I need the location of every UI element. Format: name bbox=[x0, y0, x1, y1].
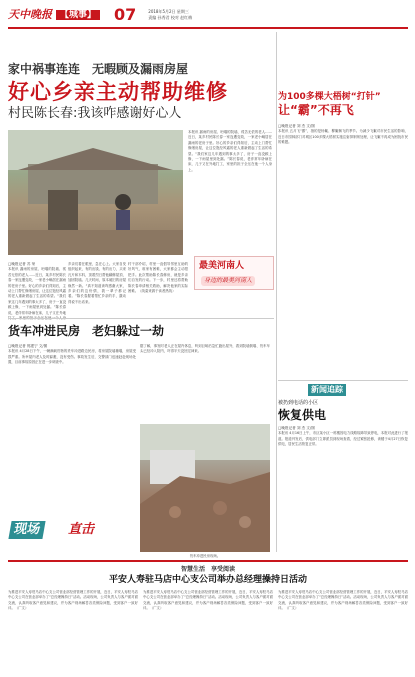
story1-column-3 bbox=[128, 262, 188, 320]
advertorial-text-2: 为推进平安人寿驻马店中心支公司营业部经营管理工作的开展，近日，平安人寿驻马店中心支公司在营业部举办了“总经理操持日”活动。活动现场，公司负责人与客户面对面交流，认真听取客户意见和建议，并为客户现场解答各类保险问题，受到客户一致好评。（广文） bbox=[143, 590, 273, 611]
story1-col1-text: 本报讯 漏雨的房屋、坍塌的院墙、孤苦无依的老人……近日，某乡村民陈长春一家连遭变故，一家老小蜗居在漏雨的老房子里。好心的乡亲们得知后，主动上门帮忙修缮房屋，让这位饱经风霜的老人重新燃起了生活的希望。“我们家这几年遇到的事太多了，房子一直没顾上修，一下雨屋里到处漏。”陈长春说，老伴常年卧病在床，儿子又在外地 bbox=[8, 267, 66, 315]
right-story-byline: □晚报记者 刘 杰 文/图 bbox=[278, 124, 315, 128]
dateline bbox=[148, 9, 192, 21]
news2-body bbox=[278, 426, 408, 554]
newspaper-logo: 天中晚报 bbox=[8, 8, 52, 21]
banner-title: 最美河南人 bbox=[199, 261, 245, 271]
right-story-head bbox=[278, 92, 408, 117]
story1-byline: □晚报记者 苏 荣 bbox=[8, 262, 36, 266]
advertorial-band bbox=[8, 560, 408, 673]
story2-body-2 bbox=[140, 344, 270, 420]
right-story-body bbox=[278, 124, 408, 376]
section-tag: 【城事】 bbox=[56, 10, 100, 20]
page-number: 07 bbox=[114, 5, 137, 24]
story2-body bbox=[8, 344, 136, 514]
live-section-label bbox=[6, 516, 118, 546]
story2-photo-caption: 货车冲进民房现场。 bbox=[189, 554, 221, 558]
story2-text: 本报讯 4月28日下午，一辆满载货物的货车冲进路边民房，将房屋院墙撞塌，房屋受损严重。所幸屋内老人及时躲避，没有受伤。事故发生后，交警部门迅速赶赴现场处置，目前事故原因正在进一步调查中。 bbox=[8, 349, 136, 365]
right-story-text: 本报讯 五月飞“霸”，指的是杨絮、柳絮飘飞的季节。为减少飞絮对市民生活的影响，近日市园林部门对城区100多棵大梧树实施注射抑制剂处理，让飞絮不再成为困扰市民的难题。 bbox=[278, 129, 408, 145]
advertorial-text-1: 为推进平安人寿驻马店中心支公司营业部经营管理工作的开展，近日，平安人寿驻马店中心支公司在营业部举办了“总经理操持日”活动。活动现场，公司负责人与客户面对面交流，认真听取客户意见和建议，并为客户现场解答各类保险问题，受到客户一致好评。（广文） bbox=[8, 590, 138, 611]
top-rule bbox=[8, 27, 408, 29]
story1-column-4 bbox=[188, 130, 272, 254]
story1-col4-text: 本报讯 漏雨的房屋、坍塌的院墙、孤苦无依的老人……近日，某乡村民陈长春一家连遭变故，一家老小蜗居在漏雨的老房子里。好心的乡亲们得知后，主动上门帮忙修缮房屋，让这位饱经风霜的老人重新燃起了生活的希望。“我们家这几年遇到的事太多了，房子一直没顾上修，一下雨屋里到处漏。”陈长春说，老伴常年卧病在床，儿子又在外地打工，家里的担子全压在他一个人身上。 bbox=[188, 130, 272, 172]
news2-pretitle: 被扔到电话的小区 bbox=[278, 400, 319, 406]
advertorial-col-3 bbox=[278, 590, 408, 672]
news2-byline: □晚报记者 刘 杰 文/图 bbox=[278, 426, 315, 430]
story1-photo bbox=[8, 130, 183, 255]
live-label-2: 直击 bbox=[68, 522, 95, 537]
live-label: 现场 bbox=[8, 521, 45, 539]
advertorial-kicker: 智慧生活 享受阅读 bbox=[180, 566, 235, 573]
advertorial-col-1 bbox=[8, 590, 138, 672]
dateline-date: 2018年5月2日 星期三 bbox=[148, 9, 189, 14]
story1-headline: 好心乡亲主动帮助维修 bbox=[8, 80, 228, 104]
dateline-editors: 责编 孙秀君 校对 赵红梅 bbox=[148, 15, 193, 20]
news2-headline: 恢复供电 bbox=[278, 408, 327, 422]
advertorial-headline: 平安人寿驻马店中心支公司举办总经理操持日活动 bbox=[108, 575, 307, 585]
story2-byline: □晚报记者 郭建宁 文/图 bbox=[8, 344, 48, 348]
section-divider bbox=[8, 318, 274, 319]
advertorial-text-3: 为推进平安人寿驻马店中心支公司营业部经营管理工作的开展，近日，平安人寿驻马店中心支公司在营业部举办了“总经理操持日”活动。活动现场，公司负责人与客户面对面交流，认真听取客户意见和建议，并为客户现场解答各类保险问题，受到客户一致好评。（广文） bbox=[278, 590, 408, 611]
story1-col3-text: 村干部介绍，村里一直倡导邻里互助的好风气，谁家有困难，大家都会主动搭把手。此次帮助陈长春修房，就是乡亲们自发的行动。下一步，村里还将帮助陈长春申请相关救助，解决他家的实际困难。（线索来源于读者热线） bbox=[128, 262, 188, 294]
news-followup-tag: 新闻追踪 bbox=[308, 384, 346, 396]
story1-column-2 bbox=[68, 262, 126, 320]
right-divider bbox=[278, 380, 408, 381]
story1-column-1 bbox=[8, 262, 66, 320]
masthead bbox=[8, 6, 408, 24]
story2-photo bbox=[140, 424, 270, 552]
right-story-title-2: 让“霸”不再飞 bbox=[278, 103, 354, 117]
story1-subhead: 村民陈长春:我该咋感谢好心人 bbox=[8, 106, 182, 121]
advertorial-col-2 bbox=[143, 590, 273, 672]
column-divider bbox=[276, 32, 277, 552]
story2-headline: 货车冲进民房 老妇躲过一劫 bbox=[8, 324, 165, 338]
story2-text-2: 据了解，事发时老人正在屋内休息，听到巨响后急忙跑出屋外，看到院墙倒塌、货车车头已经冲入院内，吓得半天没回过神来。 bbox=[140, 344, 270, 354]
best-henan-banner bbox=[194, 256, 274, 290]
story1-col2-text: 乡亲们看在眼里，急在心上。大家自发组织起来，有的出钱、有的出力，买来瓦片和木料，顶着烈日帮他翻修屋顶、加固院墙。几天时间，原本破旧的房屋焕然一新。“真不知道该咋感谢大家，乡亲们的这份情，我一辈子都记着。”陈长春握着帮忙乡亲的手，激动得说不出话来。 bbox=[68, 262, 126, 304]
story1-kicker: 家中祸事连连 无暇顾及漏雨房屋 bbox=[8, 62, 189, 76]
banner-tagline: 身边的最美河南人 bbox=[201, 276, 255, 286]
news2-text: 本报讯 4月16日上午，市区某小区一栋楼因电力线路故障导致停电，本报对此进行了报道。报道刊发后，供电部门立即派员到现场查看，经过紧张抢修，该楼于4月27日恢复供电，居民生活恢复正常。 bbox=[278, 431, 408, 447]
right-story-title-1: 为100多棵大梧树“打针” bbox=[278, 92, 381, 102]
